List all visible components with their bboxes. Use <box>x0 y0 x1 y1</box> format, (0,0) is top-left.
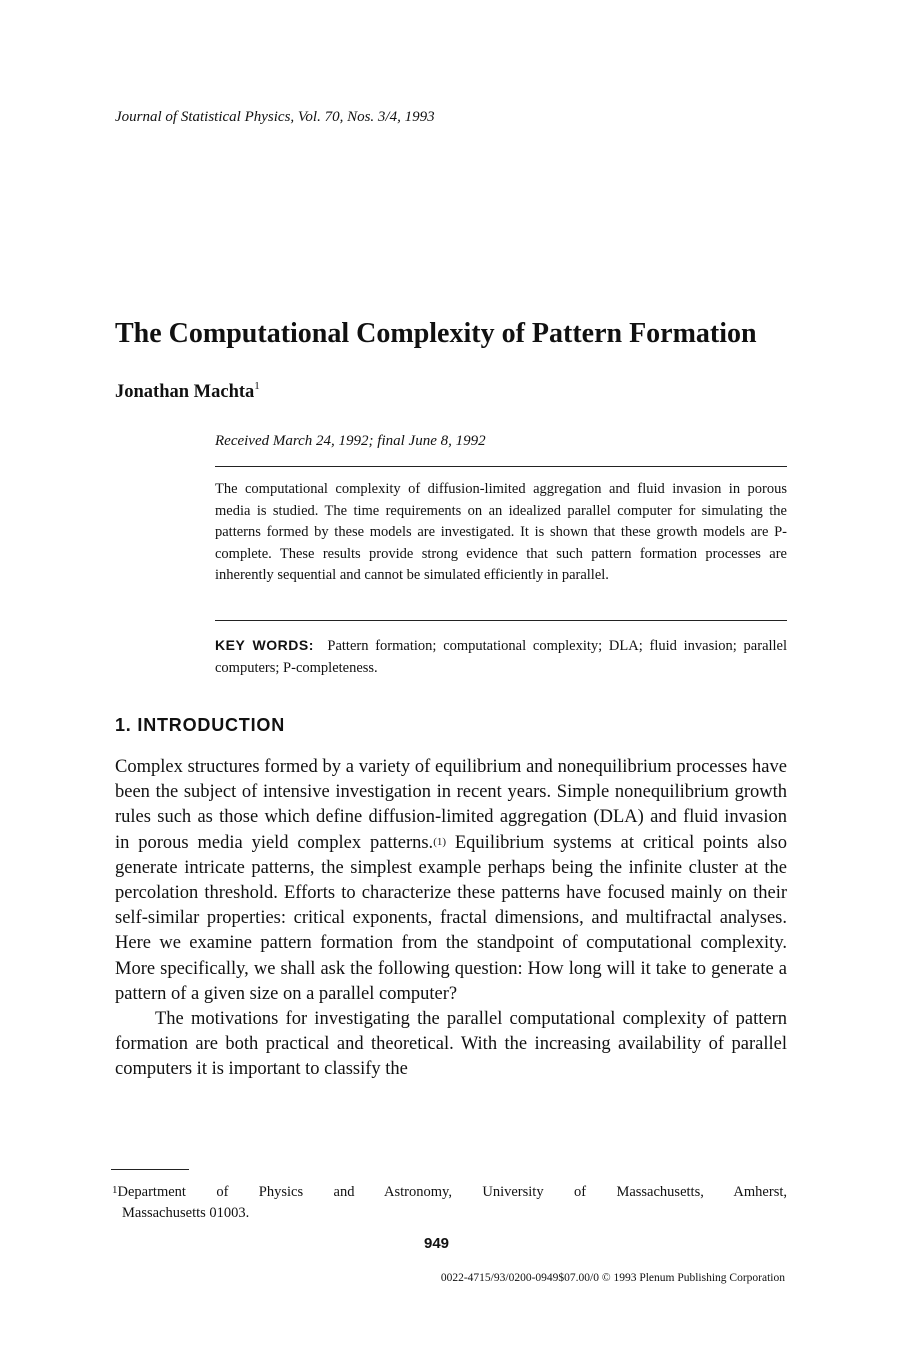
abstract: The computational complexity of diffusion-limited aggregation and fluid invasion in porous media is studied. The time requirements on an idealized parallel computer for simulating the patterns formed by these models are investigated. It is shown that these growth models are P-complete. These results provide strong evidence that such pattern formation processes are inherently sequential and cannot be simulated efficiently in parallel. <box>215 481 787 583</box>
abstract-top-rule <box>215 466 787 467</box>
copyright-line: 0022-4715/93/0200-0949$07.00/0 © 1993 Plenum Publishing Corporation <box>440 1272 785 1284</box>
page-number: 949 <box>424 1235 450 1252</box>
footnote-mark: 1 <box>112 1184 118 1196</box>
footnote <box>112 1182 787 1224</box>
author-footnote-mark: 1 <box>254 380 260 392</box>
keywords-label: KEY WORDS: <box>215 637 314 653</box>
footnote-line1: Department of Physics and Astronomy, University of Massachusetts, Amherst, <box>117 1184 787 1200</box>
journal-citation: Journal of Statistical Physics, Vol. 70, Nos. 3/4, 1993 <box>115 109 435 125</box>
keywords <box>215 635 787 679</box>
introduction-body <box>115 755 787 1083</box>
footnote-rule <box>111 1169 189 1170</box>
article-title: The Computational Complexity of Pattern Formation <box>115 318 757 349</box>
received-dates: Received March 24, 1992; final June 8, 1992 <box>215 433 486 449</box>
footnote-line2: Massachusetts 01003. <box>122 1205 250 1221</box>
paragraph: The motivations for investigating the parallel computational complexity of pattern formation are both practical and theoretical. With the increasing availability of parallel computers it is important to classify the <box>115 1009 787 1080</box>
paragraph: Complex structures formed by a variety of equilibrium and nonequilibrium processes have been the subject of intensive investigation in recent years. Simple nonequilibrium growth rules such as those which define diffusion-limited aggregation (DLA) and fluid invasion in porous media yield complex patterns.$^{(1)}$ Equilibrium systems at critical points also generate intricate patterns, the simplest example perhaps being the infinite cluster at the percolation threshold. Efforts to characterize these patterns have focused mainly on their self-similar properties: critical exponents, fractal dimensions, and multifractal analyses. Here we examine pattern formation from the standpoint of computational complexity. More specifically, we shall ask the following question: How long will it take to generate a pattern of a given size on a parallel computer? <box>115 757 787 1004</box>
keywords-text: Pattern formation; computational complexity; DLA; fluid invasion; parallel computers; P-completeness. <box>215 638 788 676</box>
author-name: Jonathan Machta <box>115 382 255 402</box>
abstract-bottom-rule <box>215 620 787 621</box>
section-heading: 1. INTRODUCTION <box>115 715 286 735</box>
citation-mark: (1) <box>433 835 447 848</box>
author-line <box>115 382 260 403</box>
